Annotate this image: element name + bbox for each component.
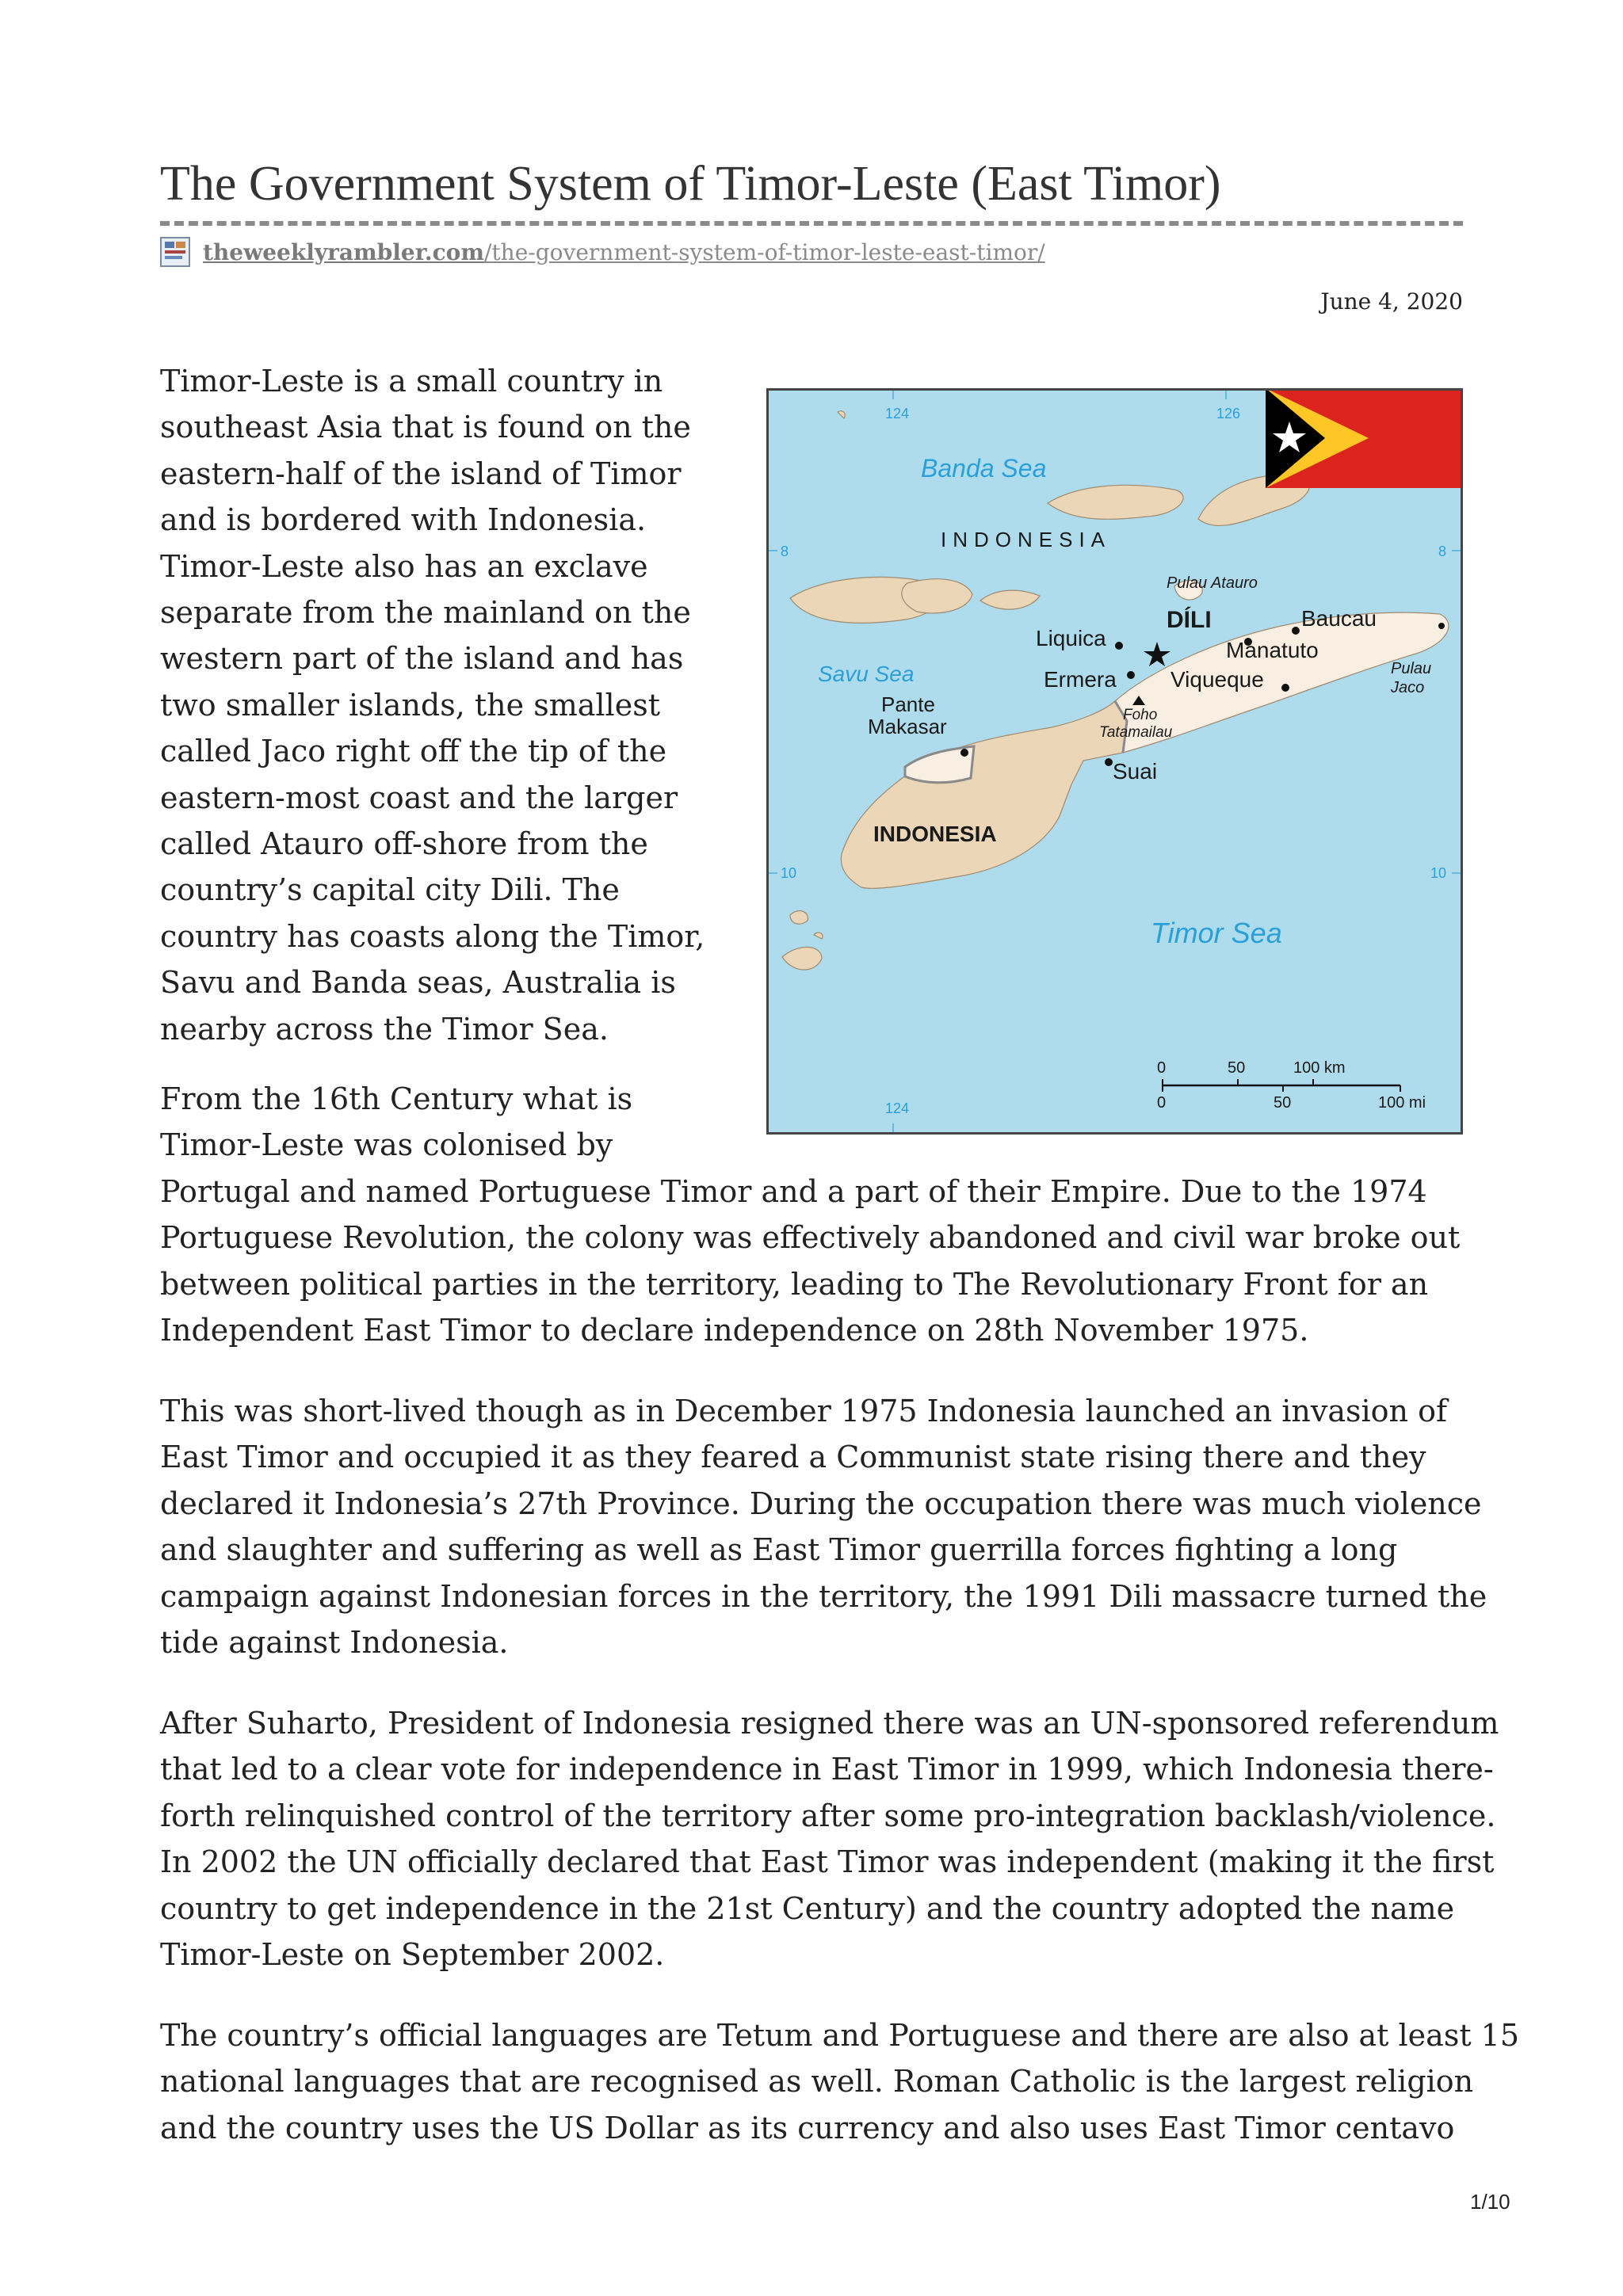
paragraph-line: Portugal and named Portuguese Timor and a part of their Empire. Due to the 1974 [160, 1173, 1427, 1209]
paragraph-line: Savu and Banda seas, Australia is [160, 965, 676, 1001]
paragraph-independence [160, 1700, 1499, 1978]
map-label-baucau: Baucau [1301, 606, 1377, 631]
map-label-pante: Pante [881, 692, 935, 716]
paragraph-line: western part of the island and has [160, 641, 684, 677]
source-line [160, 235, 1045, 269]
paragraph-line: southeast Asia that is found on the [160, 410, 691, 445]
timor-leste-map [766, 388, 1463, 1135]
timor-leste-flag-icon [1266, 388, 1463, 488]
paragraph-line: Timor-Leste was colonised by [160, 1127, 613, 1163]
source-path-link[interactable]: /the-government-system-of-timor-leste-east-timor/ [483, 238, 1045, 265]
site-favicon-icon [160, 237, 190, 267]
paragraph-line: tide against Indonesia. [160, 1625, 509, 1661]
paragraph-line: two smaller islands, the smallest [160, 687, 660, 723]
source-domain-link[interactable]: theweeklyrambler.com [203, 238, 484, 265]
map-grid-label: 126 [1216, 406, 1241, 421]
map-label-jaco: Jaco [1391, 679, 1425, 696]
map-label-viqueque: Viqueque [1170, 667, 1264, 692]
page-number: 1/10 [1470, 2190, 1510, 2214]
paragraph-line: After Suharto, President of Indonesia resigned there was an UN-sponsored referendum [160, 1706, 1499, 1741]
map-label-manatuto: Manatuto [1226, 638, 1319, 662]
map-label-savu-sea: Savu Sea [818, 662, 915, 686]
map-svg [766, 388, 1463, 1135]
paragraph-line: called Jaco right off the tip of the [160, 734, 667, 769]
paragraph-line: that led to a clear vote for independence in East Timor in 1999, which Indonesia there- [160, 1752, 1494, 1787]
scale-km-label: 50 [1228, 1059, 1246, 1077]
paragraph-line: nearby across the Timor Sea. [160, 1011, 609, 1047]
paragraph-line: Timor-Leste on September 2002. [160, 1937, 665, 1973]
paragraph-line: In 2002 the UN officially declared that East Timor was independent (making it the first [160, 1844, 1495, 1880]
page-title: The Government System of Timor-Leste (East Timor) [160, 157, 1221, 211]
map-label-indonesia-west: INDONESIA [873, 822, 997, 846]
paragraph-line: called Atauro off-shore from the [160, 826, 648, 862]
paragraph-line: declared it Indonesia’s 27th Province. During the occupation there was much violence [160, 1486, 1482, 1521]
paragraph-line: between political parties in the territory, leading to The Revolutionary Front for an [160, 1266, 1429, 1302]
paragraph-line: and is bordered with Indonesia. [160, 502, 647, 538]
paragraph-line: forth relinquished control of the territory after some pro-integration backlash/violence. [160, 1798, 1496, 1833]
paragraph-line: East Timor and occupied it as they feared a Communist state rising there and they [160, 1440, 1426, 1475]
paragraph-line: Timor-Leste also has an exclave [160, 548, 648, 584]
map-label-liquica: Liquica [1036, 626, 1106, 650]
paragraph-line: country has coasts along the Timor, [160, 918, 705, 954]
map-grid-label: 8 [1438, 543, 1447, 559]
map-label-banda-sea: Banda Sea [921, 454, 1047, 482]
map-label-dili: DÍLI [1167, 607, 1212, 633]
paragraph-line: Timor-Leste is a small country in [160, 364, 663, 399]
scale-mi-label: 50 [1274, 1094, 1292, 1112]
map-label-foho: Foho [1123, 707, 1158, 723]
paragraph-line: eastern-half of the island of Timor [160, 456, 682, 491]
map-grid-label: 8 [781, 543, 789, 559]
paragraph-line: and the country uses the US Dollar as its currency and also uses East Timor centavo [160, 2110, 1455, 2145]
title-divider [160, 221, 1463, 226]
paragraph-line: national languages that are recognised as well. Roman Catholic is the largest religion [160, 2064, 1474, 2100]
publish-date: June 4, 2020 [1320, 288, 1463, 315]
scale-mi-label: 0 [1157, 1094, 1167, 1112]
scale-km-label: 100 km [1293, 1059, 1346, 1077]
paragraph-intro [160, 358, 705, 1052]
paragraph-line: and slaughter and suffering as well as East Timor guerrilla forces fighting a long [160, 1532, 1398, 1568]
paragraph-line: country’s capital city Dili. The [160, 872, 620, 908]
paragraph-line: From the 16th Century what is [160, 1081, 633, 1116]
map-grid-label: 10 [781, 865, 797, 881]
paragraph-line: eastern-most coast and the larger [160, 780, 678, 815]
map-label-indonesia-north: INDONESIA [941, 528, 1112, 551]
paragraph-line: Independent East Timor to declare independence on 28th November 1975. [160, 1313, 1309, 1348]
scale-mi-label: 100 mi [1378, 1094, 1426, 1112]
map-label-pulau: Pulau [1391, 660, 1432, 677]
map-label-suai: Suai [1113, 759, 1158, 784]
paragraph-line: campaign against Indonesian forces in the territory, the 1991 Dili massacre turned the [160, 1578, 1487, 1614]
paragraph-occupation [160, 1388, 1487, 1665]
map-label-pulau-atauro: Pulau Atauro [1167, 574, 1258, 592]
paragraph-line: separate from the mainland on the [160, 595, 691, 631]
paragraph-line: This was short-lived though as in December 1975 Indonesia launched an invasion of [160, 1394, 1448, 1428]
map-label-ermera: Ermera [1044, 667, 1117, 692]
paragraph-line: country to get independence in the 21st Century) and the country adopted the name [160, 1890, 1455, 1926]
map-label-timor-sea: Timor Sea [1151, 917, 1282, 949]
paragraph-languages [160, 2012, 1519, 2151]
map-label-makasar: Makasar [868, 715, 947, 738]
map-grid-label: 10 [1430, 865, 1447, 881]
paragraph-line: The country’s official languages are Tetum and Portuguese and there are also at least 15 [160, 2018, 1520, 2053]
map-grid-label: 124 [885, 1100, 910, 1116]
map-label-tatamailau: Tatamailau [1099, 724, 1173, 741]
scale-km-label: 0 [1157, 1059, 1167, 1077]
map-grid-label: 124 [885, 406, 910, 421]
paragraph-line: Portuguese Revolution, the colony was effectively abandoned and civil war broke out [160, 1220, 1461, 1256]
